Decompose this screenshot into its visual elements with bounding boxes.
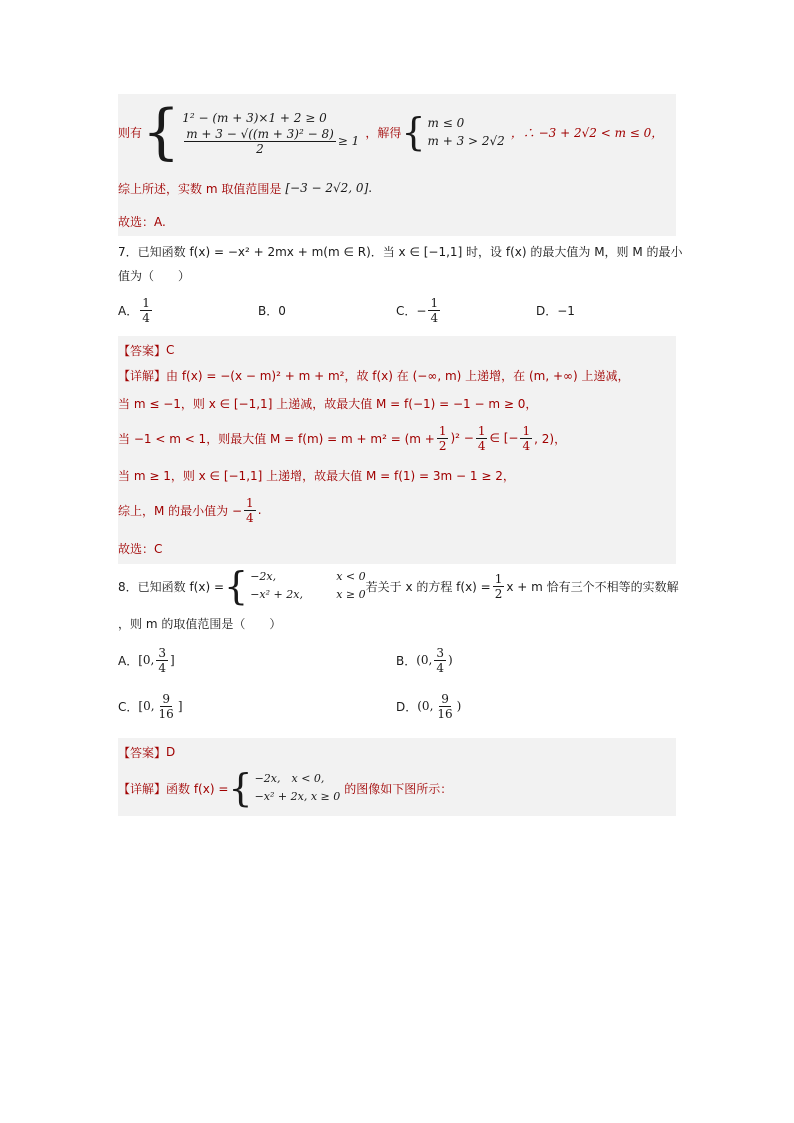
q8-option-b[interactable]: B． (0, $\frac{3}{4}$ )	[396, 645, 453, 675]
condition-row-1: 1² − (m + 3)×1 + 2 ≥ 0	[182, 110, 327, 125]
solve-label: ，解得	[365, 125, 402, 140]
q8-options-row-1	[118, 640, 676, 680]
q8-solution-block	[118, 738, 676, 816]
q7-detail-line-1: 【详解】 由 f(x) = −(x − m)² + m + m²，故 f(x) 在 (−∞, m) 上递增，在 (m, +∞) 上递减，	[118, 368, 630, 383]
summary-text: 综上所述，实数 m 取值范围是	[118, 181, 282, 196]
then-label: 则有	[118, 125, 143, 140]
left-brace: {	[228, 766, 253, 810]
q8-options-row-2	[118, 686, 676, 726]
answer-value: D	[166, 745, 176, 759]
answer-label: 【答案】	[118, 343, 167, 358]
q8-detail-line: 【详解】 函数 f(x) = { −2x, x < 0, −x² + 2x, x ≥ 0 的图像如下图所示：	[118, 766, 453, 810]
choice-line	[118, 212, 166, 230]
q7-detail-line-2: 当 m ≤ −1，则 x ∈ [−1,1] 上递减，故最大值 M = f(−1) = −1 − m ≥ 0，	[118, 396, 538, 411]
q8-detail-piecewise: { −2x, x < 0, −x² + 2x, x ≥ 0	[228, 766, 341, 810]
q7-option-b[interactable]: B．0	[258, 303, 286, 318]
q7-choice-line: 故选：C	[118, 541, 163, 556]
q8-option-d[interactable]: D． (0, $\frac{9}{16}$ )	[396, 691, 462, 721]
condition-row-2-fraction: $\frac{\text{m + 3 − √((m + 3)² − 8)}}{2}$	[186, 126, 334, 156]
document-page	[118, 94, 683, 816]
detail-label: 【详解】	[118, 368, 167, 383]
q7-detail-line-4: 当 m ≥ 1，则 x ∈ [−1,1] 上递增，故最大值 M = f(1) = 3m − 1 ≥ 2，	[118, 468, 515, 483]
q7-answer-line	[118, 340, 174, 360]
solution-system	[401, 110, 505, 154]
q7-option-a[interactable]: A． $\frac{1}{4}$	[118, 295, 150, 325]
summary-end: .	[368, 181, 373, 195]
answer-label: 【答案】	[118, 745, 167, 760]
left-brace: {	[224, 564, 249, 608]
left-brace: {	[142, 97, 181, 167]
q7-option-c[interactable]: C．− $\frac{1}{4}$	[396, 295, 439, 325]
q8-option-c[interactable]: C． [0, $\frac{9}{16}$ ]	[118, 691, 183, 721]
q8-option-a[interactable]: A． [0, $\frac{3}{4}$ ]	[118, 645, 175, 675]
left-brace: {	[401, 110, 426, 154]
system-line	[118, 98, 663, 166]
summary-interval: [−3 − 2√2, 0]	[285, 181, 369, 195]
condition-row-2-tail: ≥ 1	[337, 134, 360, 148]
detail-label: 【详解】	[118, 781, 167, 796]
q7-detail-line-3: 当 −1 < m < 1，则最大值 M = f(m) = m + m² = (m + $\frac{1}{2}$ )² − $\frac{1}{4}$ ∈ [− $\frac{1}{4}$ , 2)，	[118, 423, 567, 453]
condition-system	[142, 97, 360, 167]
previous-solution-block	[118, 94, 676, 236]
q7-stem-end: 值为（ ）	[118, 268, 191, 283]
q8-answer-line	[118, 742, 175, 762]
q8-stem-line-1: 8．已知函数 f(x) = { −2x, x < 0 −x² + 2x, x ≥ 0 若关于 x 的方程 f(x) = $\frac{1}{2}$ x + m 恰有三个不相等的实数解	[118, 564, 679, 608]
q8-piecewise: { −2x, x < 0 −x² + 2x, x ≥ 0	[224, 564, 366, 608]
q8-stem-line-2: ，则 m 的取值范围是（ ）	[118, 616, 282, 631]
q7-solution-block	[118, 336, 676, 564]
question-8	[118, 564, 679, 738]
range-result: ，∴ −3 + 2√2 < m ≤ 0，	[510, 125, 664, 140]
choice-text: 故选：A.	[118, 214, 166, 229]
q7-detail-line-5: 综上，M 的最小值为 − $\frac{1}{4}$ .	[118, 495, 262, 525]
q7-stem-line-2	[118, 264, 190, 286]
q7-option-d[interactable]: D．−1	[536, 303, 575, 318]
q7-options	[118, 292, 676, 328]
solution-row-1: m ≤ 0	[427, 116, 465, 130]
summary-line	[118, 176, 372, 200]
q7-stem-line-1	[118, 240, 683, 262]
answer-value: C	[166, 343, 175, 357]
q7-stem: 7．已知函数 f(x) = −x² + 2mx + m(m ∈ R)．当 x ∈ [−1,1] 时，设 f(x) 的最大值为 M，则 M 的最小	[118, 244, 683, 259]
solution-row-2: m + 3 > 2√2	[427, 134, 505, 148]
question-7	[118, 236, 683, 336]
